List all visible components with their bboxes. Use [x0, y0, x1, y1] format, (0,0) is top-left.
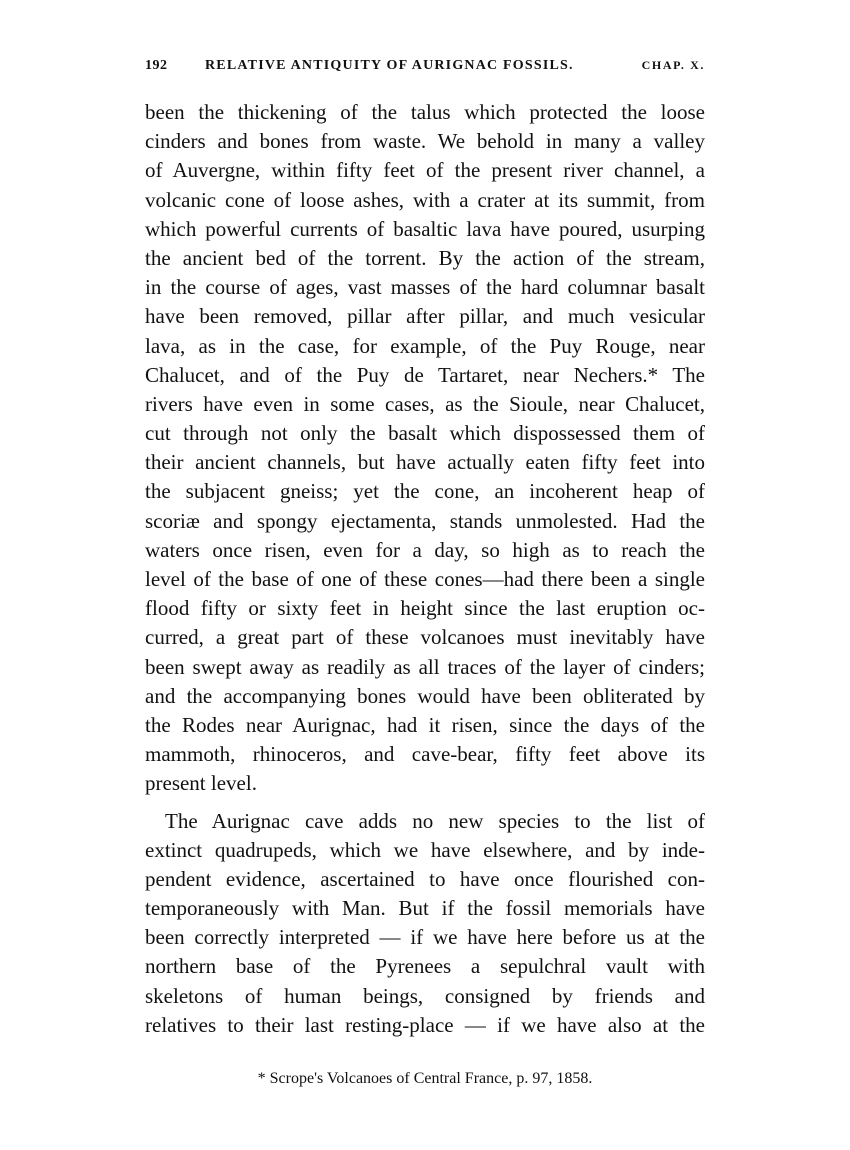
text-line: pendent evidence, ascertained to have once flourished con-: [145, 866, 705, 891]
text-line: their ancient channels, but have actually eaten fifty feet into: [145, 450, 705, 475]
text-line: cut through not only the basalt which dispossessed them of: [145, 421, 705, 446]
paragraph-gap: [145, 799, 705, 807]
text-line: northern base of the Pyrenees a sepulchral vault with: [145, 954, 705, 979]
text-line: flood fifty or sixty feet in height since the last eruption oc-: [145, 596, 705, 621]
page: [145, 58, 705, 1040]
text-line: scoriæ and spongy ejectamenta, stands unmolested. Had the: [145, 508, 705, 533]
paragraph-1: [145, 98, 705, 799]
running-title: RELATIVE ANTIQUITY OF AURIGNAC FOSSILS.: [205, 58, 574, 73]
text-line: been correctly interpreted — if we have here before us at the: [145, 925, 705, 950]
text-line: which powerful currents of basaltic lava have poured, usurping: [145, 216, 705, 241]
page-number: 192: [145, 58, 168, 73]
text-line: level of the base of one of these cones—had there been a single: [145, 567, 705, 591]
text-line: present level.: [145, 771, 257, 796]
text-line: been the thickening of the talus which protected the loose: [145, 100, 705, 124]
text-line: volcanic cone of loose ashes, with a crater at its summit, from: [145, 187, 705, 212]
text-line: relatives to their last resting-place — if we have also at the: [145, 1012, 705, 1037]
text-line: been swept away as readily as all traces of the layer of cinders;: [145, 654, 705, 679]
text-line: lava, as in the case, for example, of the Puy Rouge, near: [145, 333, 705, 358]
text-line: temporaneously with Man. But if the fossil memorials have: [145, 896, 705, 921]
text-line: mammoth, rhinoceros, and cave-bear, fifty feet above its: [145, 742, 705, 767]
text-line: The Aurignac cave adds no new species to the list of: [165, 808, 705, 833]
body-text: [145, 98, 705, 1040]
paragraph-2: [145, 807, 705, 1041]
footnote: * Scrope's Volcanoes of Central France, p. 97, 1858.: [257, 1070, 593, 1087]
text-line: Chalucet, and of the Puy de Tartaret, near Nechers.* The: [145, 362, 705, 387]
text-line: rivers have even in some cases, as the Sioule, near Chalucet,: [145, 391, 705, 416]
text-line: have been removed, pillar after pillar, and much vesicular: [145, 304, 705, 329]
text-line: the Rodes near Aurignac, had it risen, since the days of the: [145, 712, 705, 737]
text-line: cinders and bones from waste. We behold in many a valley: [145, 129, 705, 154]
text-line: extinct quadrupeds, which we have elsewhere, and by inde-: [145, 837, 705, 862]
text-line: waters once risen, even for a day, so high as to reach the: [145, 537, 705, 562]
text-line: and the accompanying bones would have been obliterated by: [145, 683, 705, 708]
text-line: of Auvergne, within fifty feet of the present river channel, a: [145, 158, 705, 183]
text-line: in the course of ages, vast masses of the hard columnar basalt: [145, 275, 705, 300]
chapter-label: CHAP. X.: [641, 58, 705, 72]
text-line: skeletons of human beings, consigned by friends and: [145, 983, 705, 1008]
text-line: curred, a great part of these volcanoes must inevitably have: [145, 625, 705, 650]
text-line: the ancient bed of the torrent. By the action of the stream,: [145, 245, 705, 270]
text-line: the subjacent gneiss; yet the cone, an incoherent heap of: [145, 479, 705, 504]
running-head: [145, 58, 705, 82]
